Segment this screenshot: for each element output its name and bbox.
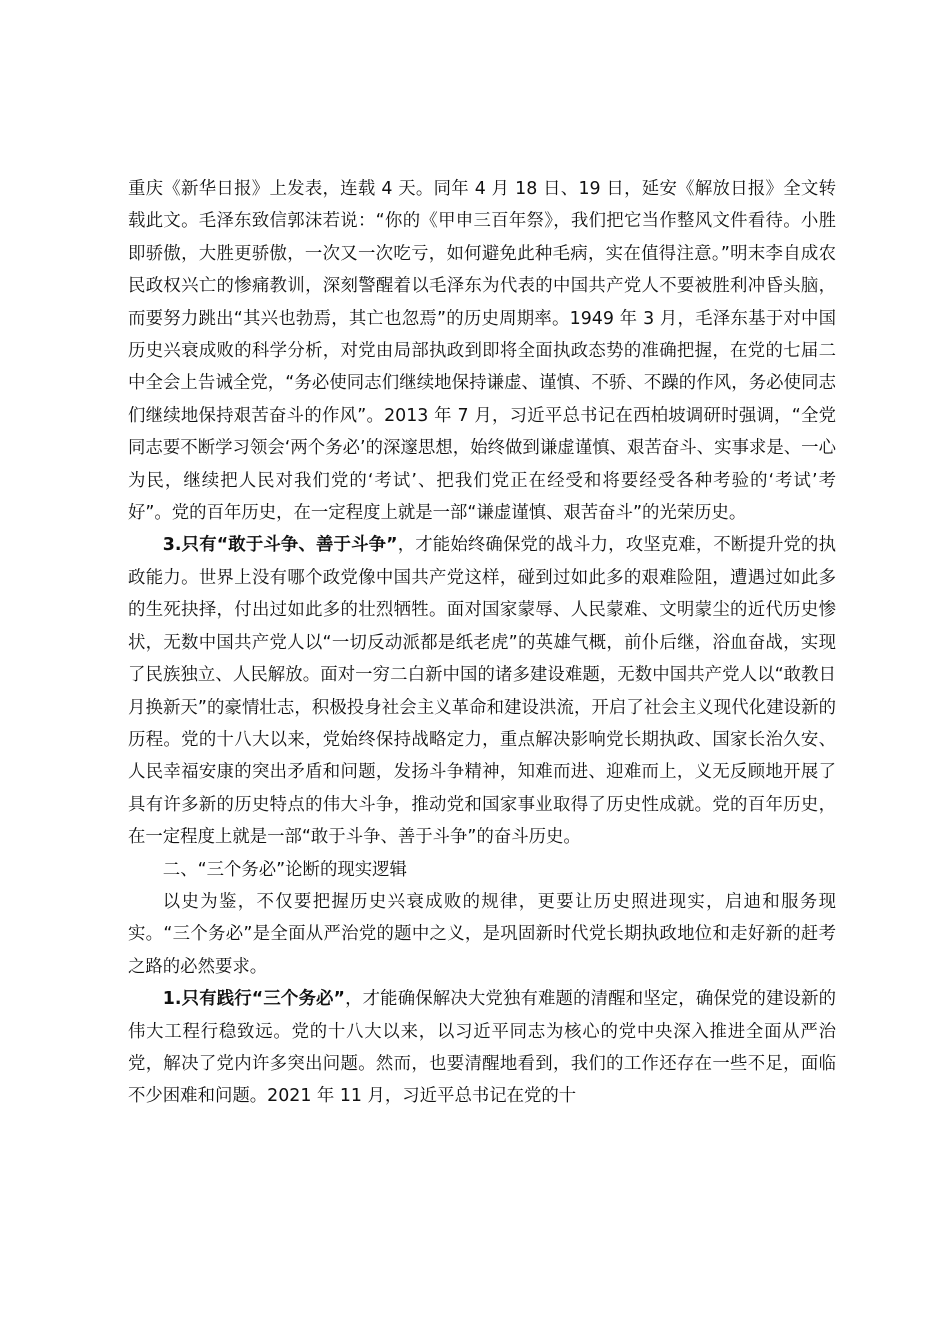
- point-body: ，才能确保解决大党独有难题的清醒和坚定，确保党的建设新的伟大工程行稳致远。党的十八大以来，以习近平同志为核心的党中央深入推进全面从严治党，解决了党内许多突出问题。然而，也要清醒地看到，我们的工作还存在一些不足，面临不少困难和问题。2021 年 11 月，习近平总书记在党的十: [128, 989, 836, 1107]
- paragraph-intro: 以史为鉴，不仅要把握历史兴衰成败的规律，更要让历史照进现实，启迪和服务现实。“三个务必”是全面从严治党的题中之义，是巩固新时代党长期执政地位和走好新的赶考之路的必然要求。: [128, 891, 836, 977]
- paragraph-point-3: [128, 529, 836, 853]
- point-lead: 只有“敢于斗争、善于斗争”: [181, 535, 398, 556]
- section-heading: 二、“三个务必”论断的现实逻辑: [162, 859, 407, 880]
- point-number: 3.: [162, 535, 182, 556]
- paragraph-point-1: [128, 983, 836, 1113]
- point-number: 1.: [162, 989, 182, 1010]
- point-body: ，才能始终确保党的战斗力，攻坚克难，不断提升党的执政能力。世界上没有哪个政党像中国共产党这样，碰到过如此多的艰难险阻，遭遇过如此多的生死抉择，付出过如此多的壮烈牺牲。面对国家蒙辱、人民蒙难、文明蒙尘的近代历史惨状，无数中国共产党人以“一切反动派都是纸老虎”的英雄气概，前仆后继，浴血奋战，实现了民族独立、人民解放。面对一穷二白新中国的诸多建设难题，无数中国共产党人以“敢教日月换新天”的豪情壮志，积极投身社会主义革命和建设洪流，开启了社会主义现代化建设新的历程。党的十八大以来，党始终保持战略定力，重点解决影响党长期执政、国家长治久安、人民幸福安康的突出矛盾和问题，发扬斗争精神，知难而进、迎难而上，义无反顾地开展了具有许多新的历史特点的伟大斗争，推动党和国家事业取得了历史性成就。党的百年历史，在一定程度上就是一部“敢于斗争、善于斗争”的奋斗历史。: [128, 535, 836, 848]
- document-body: [128, 173, 836, 1113]
- point-lead: 只有践行“三个务必”: [181, 989, 345, 1010]
- paragraph-continuation: 重庆《新华日报》上发表，连载 4 天。同年 4 月 18 日、19 日，延安《解放日报》全文转载此文。毛泽东致信郭沫若说：“你的《甲申三百年祭》，我们把它当作整风文件看待。小胜即骄傲，大胜更骄傲，一次又一次吃亏，如何避免此种毛病，实在值得注意。”明末李自成农民政权兴亡的惨痛教训，深刻警醒着以毛泽东为代表的中国共产党人不要被胜利冲昏头脑，而要努力跳出“其兴也勃焉，其亡也忽焉”的历史周期率。1949 年 3 月，毛泽东基于对中国历史兴衰成败的科学分析，对党由局部执政到即将全面执政态势的准确把握，在党的七届二中全会上告诫全党，“务必使同志们继续地保持谦虚、谨慎、不骄、不躁的作风，务必使同志们继续地保持艰苦奋斗的作风”。2013 年 7 月，习近平总书记在西柏坡调研时强调，“全党同志要不断学习领会‘两个务必’的深邃思想，始终做到谦虚谨慎、艰苦奋斗、实事求是、一心为民，继续把人民对我们党的‘考试’、把我们党正在经受和将要经受各种考验的‘考试’考好”。党的百年历史，在一定程度上就是一部“谦虚谨慎、艰苦奋斗”的光荣历史。: [128, 179, 836, 524]
